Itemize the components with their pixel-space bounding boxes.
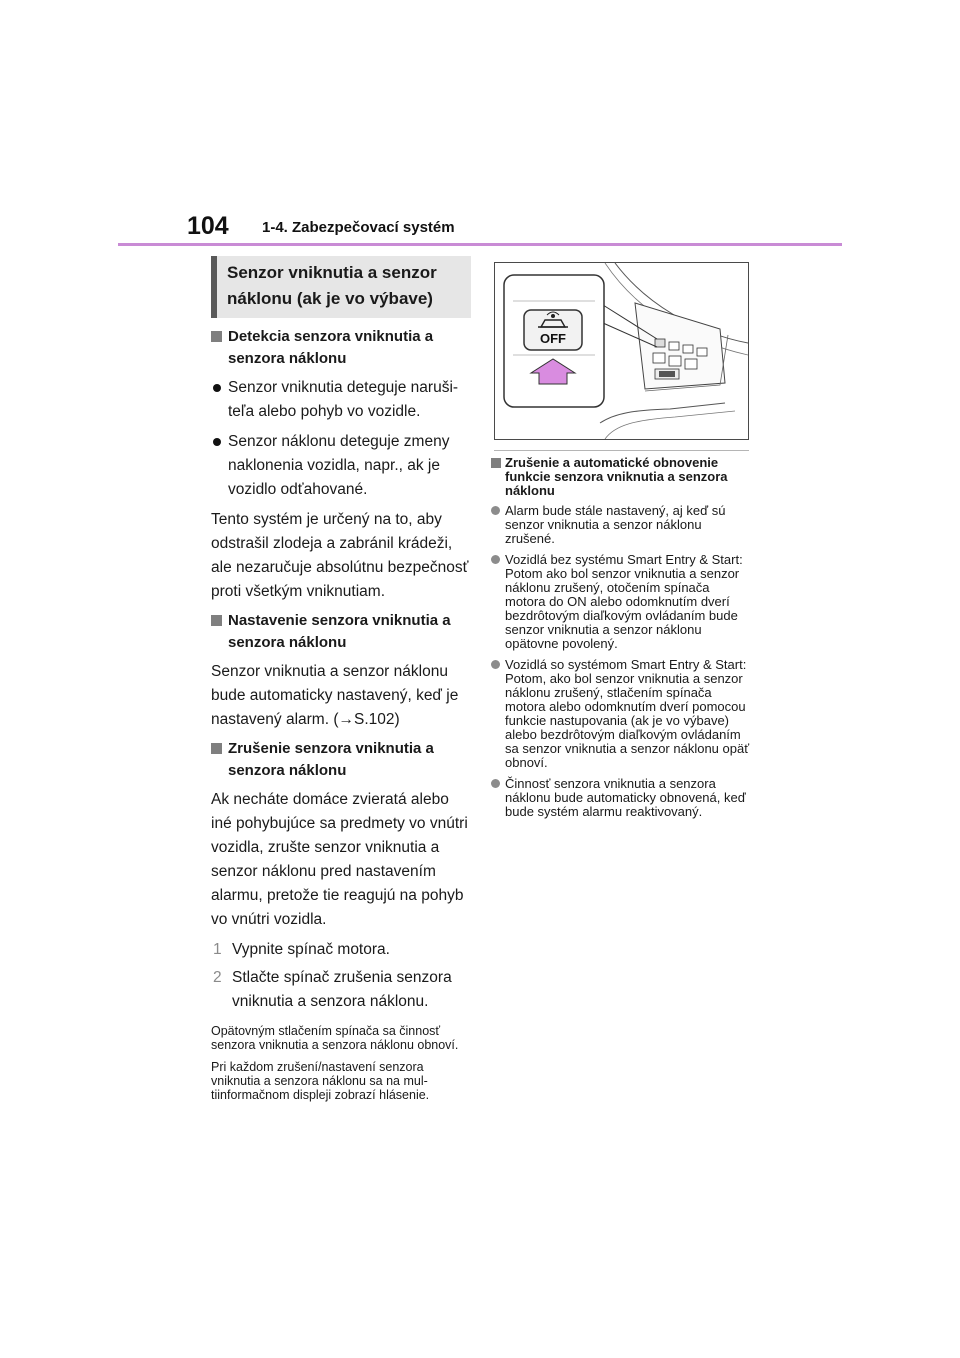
page-number: 104 (187, 212, 229, 240)
overhead-console-illustration (494, 262, 749, 440)
note-text: Pri každom zrušení/nastavení senzora vniknutia a senzora náklonu sa na multiinformačnom displeji zobrazí hlásenie. (211, 1060, 430, 1102)
step-text: Stlačte spínač zrušenia senzora vniknutia a senzora náklonu. (232, 969, 452, 1010)
paragraph: Senzor vniknutia a senzor náklonu bude automaticky nastavený, keď je nastavený alarm. (→S.102) (211, 663, 459, 728)
paragraph: Ak necháte domáce zvieratá alebo iné pohybujúce sa predmety vo vnútri vozidla, zrušte senzor vniknutia a senzor náklonu pred nastavením alarmu, pretože tie reagujú na pohyb vo vnútri vozidla. (211, 791, 468, 928)
dot-bullet-icon (491, 779, 500, 788)
bullet-item (491, 658, 753, 770)
section-title: 1-4. Zabezpečovací systém (262, 219, 455, 236)
step-text: Vypnite spínač motora. (232, 941, 390, 958)
dot-bullet-icon (491, 555, 500, 564)
bullet-item (491, 504, 753, 546)
right-column (491, 456, 753, 826)
paragraph: Tento systém je určený na to, aby odstrašil zlodeja a zabránil krádeži, ale nezaručuje absolútnu bezpečnosť proti všetkým vniknutiam. (211, 511, 469, 600)
left-column (211, 256, 471, 1102)
bullet-text: Alarm bude stále nastavený, aj keď sú senzor vniknutia a senzor náklonu zrušené. (505, 503, 726, 546)
bullet-text: Senzor náklonu deteguje zmeny naklonenia vozidla, napr., ak je vozidlo odťahované. (228, 433, 450, 498)
subheading-cancel-restore (491, 456, 753, 498)
section-heading: Senzor vniknutia a senzor náklonu (ak je vo výbave) (211, 256, 471, 318)
square-bullet-icon (211, 615, 222, 626)
step-item (211, 966, 471, 1014)
dot-bullet-icon (213, 438, 221, 446)
bullet-item (491, 553, 753, 651)
off-button-label: OFF (540, 331, 566, 346)
console-drawing (495, 263, 748, 439)
square-bullet-icon (491, 458, 501, 468)
step-number: 2 (213, 969, 222, 986)
subheading-text: Zrušenie senzora vniknutia a senzora náklonu (228, 740, 434, 779)
subheading-text: Nastavenie senzora vniknutia a senzora náklonu (228, 612, 451, 651)
bullet-text: Vozidlá bez systému Smart Entry & Start: Potom ako bol senzor vniknutia a senzor náklonu zrušený, otočením spínača motora do ON alebo odomknutím dverí bezdrôtovým diaľkovým ovládaním bude senzor vniknutia a senzor náklonu opätovne povolený. (505, 552, 743, 651)
header-rule (118, 243, 842, 246)
bullet-item (211, 376, 471, 424)
bullet-text: Činnosť senzora vniknutia a senzora náklonu bude automaticky obnovená, keď bude systém alarmu reaktivovaný. (505, 776, 746, 819)
dot-bullet-icon (491, 506, 500, 515)
subheading-setting (211, 610, 471, 654)
note-text: Opätovným stlačením spínača sa činnosť senzora vniknutia a senzora náklonu obnoví. (211, 1024, 459, 1052)
subheading-text: Detekcia senzora vniknutia a senzora náklonu (228, 328, 434, 367)
square-bullet-icon (211, 331, 222, 342)
square-bullet-icon (211, 743, 222, 754)
bullet-text: Senzor vniknutia deteguje narušiteľa alebo pohyb vo vozidle. (228, 379, 459, 420)
step-item (211, 938, 471, 962)
bullet-item (491, 777, 753, 819)
bullet-item (211, 430, 471, 502)
bullet-text: Vozidlá so systémom Smart Entry & Start: Potom, ako bol senzor vniknutia a senzor náklonu zrušený, stlačením spínača motora alebo odomknutím dverí pomocou funkcie nastupovania (ak je vo výbave) alebo bezdrôtovým diaľkovým ovládaním sa senzor vniknutia a senzor náklonu opäť obnoví. (505, 657, 750, 770)
subheading-detection (211, 326, 471, 370)
step-number: 1 (213, 941, 222, 958)
figure-divider (494, 450, 749, 451)
subheading-cancel (211, 738, 471, 782)
subheading-text: Zrušenie a automatické obnovenie funkcie senzora vniknutia a senzora náklonu (505, 455, 728, 498)
dot-bullet-icon (491, 660, 500, 669)
dot-bullet-icon (213, 384, 221, 392)
